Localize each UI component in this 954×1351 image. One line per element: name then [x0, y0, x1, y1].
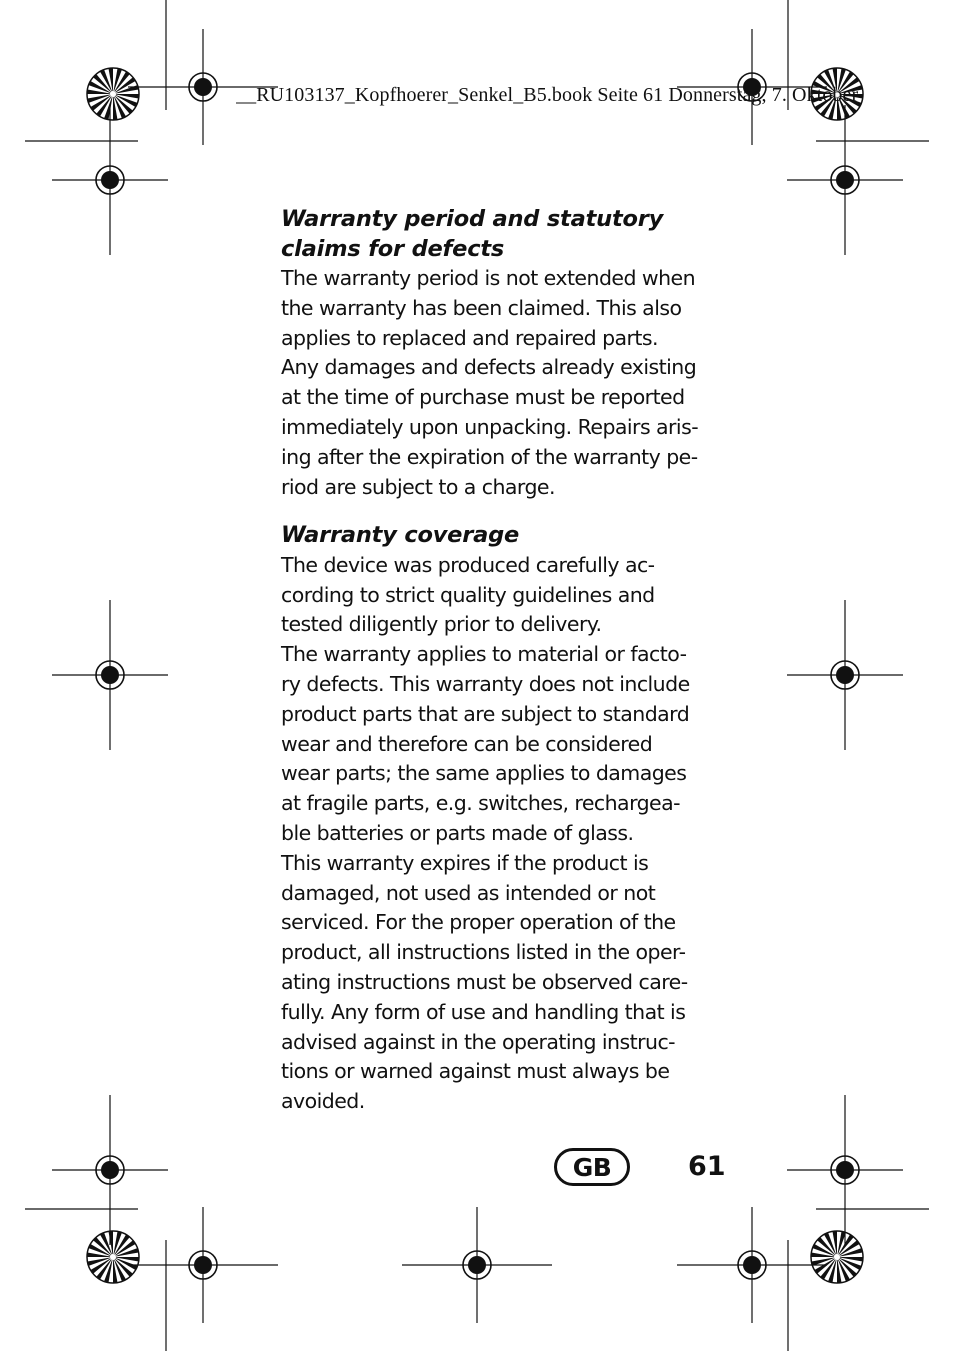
text-line: ry defects. This warranty does not include [281, 672, 690, 697]
page-content [281, 205, 731, 1117]
text-line: serviced. For the proper operation of the [281, 910, 676, 935]
starburst-mark-icon [811, 1231, 863, 1283]
starburst-mark-icon [87, 1231, 139, 1283]
page-number: 61 [688, 1151, 726, 1182]
text-line: cording to strict quality guidelines and [281, 582, 655, 607]
text-line: Any damages and defects already existing [281, 355, 697, 380]
text-line: ating instructions must be observed care- [281, 970, 688, 995]
registration-target-icon [128, 1207, 278, 1323]
registration-target-icon [787, 1095, 903, 1245]
text-line: applies to replaced and repaired parts. [281, 325, 659, 350]
registration-target-icon [52, 105, 168, 255]
paragraph-warranty-coverage [281, 551, 731, 1117]
text-line: The device was produced carefully ac- [281, 552, 655, 577]
text-line: tions or warned against must always be [281, 1059, 670, 1084]
registration-target-icon [677, 1207, 827, 1323]
heading-line: claims for defects [281, 235, 505, 262]
text-line: product, all instructions listed in the oper- [281, 940, 686, 965]
text-line: riod are subject to a charge. [281, 474, 555, 499]
section-heading-warranty-period [281, 205, 731, 264]
registration-target-icon [787, 105, 903, 255]
heading-line: Warranty period and statutory [281, 206, 664, 232]
text-line: damaged, not used as intended or not [281, 880, 656, 905]
text-line: the warranty has been claimed. This also [281, 295, 682, 320]
text-line: at the time of purchase must be reported [281, 385, 685, 410]
language-badge: GB [554, 1148, 630, 1186]
text-line: The warranty applies to material or facto- [281, 642, 687, 667]
text-line: ble batteries or parts made of glass. [281, 821, 634, 846]
text-line: The warranty period is not extended when [281, 266, 696, 290]
registration-target-icon [52, 1095, 168, 1245]
registration-target-icon [52, 600, 168, 750]
text-line: ing after the expiration of the warranty pe- [281, 444, 698, 469]
text-line: avoided. [281, 1089, 365, 1114]
running-header: __RU103137_Kopfhoerer_Senkel_B5.book Seite 61 Donnerstag, 7. Oktober [236, 84, 859, 106]
text-line: This warranty expires if the product is [281, 850, 649, 875]
text-line: fully. Any form of use and handling that is [281, 999, 686, 1024]
registration-target-icon [402, 1207, 552, 1323]
text-line: advised against in the operating instruc- [281, 1029, 676, 1054]
text-line: wear and therefore can be considered [281, 731, 653, 756]
text-line: immediately upon unpacking. Repairs aris- [281, 414, 699, 439]
text-line: product parts that are subject to standard [281, 701, 690, 726]
paragraph-warranty-period [281, 264, 731, 502]
heading-line: Warranty coverage [281, 522, 520, 549]
starburst-mark-icon [87, 68, 139, 120]
section-spacer [281, 502, 731, 521]
text-line: wear parts; the same applies to damages [281, 761, 687, 786]
text-line: tested diligently prior to delivery. [281, 612, 602, 637]
section-heading-warranty-coverage [281, 521, 731, 551]
text-line: at fragile parts, e.g. switches, rechargea- [281, 791, 680, 816]
registration-target-icon [787, 600, 903, 750]
